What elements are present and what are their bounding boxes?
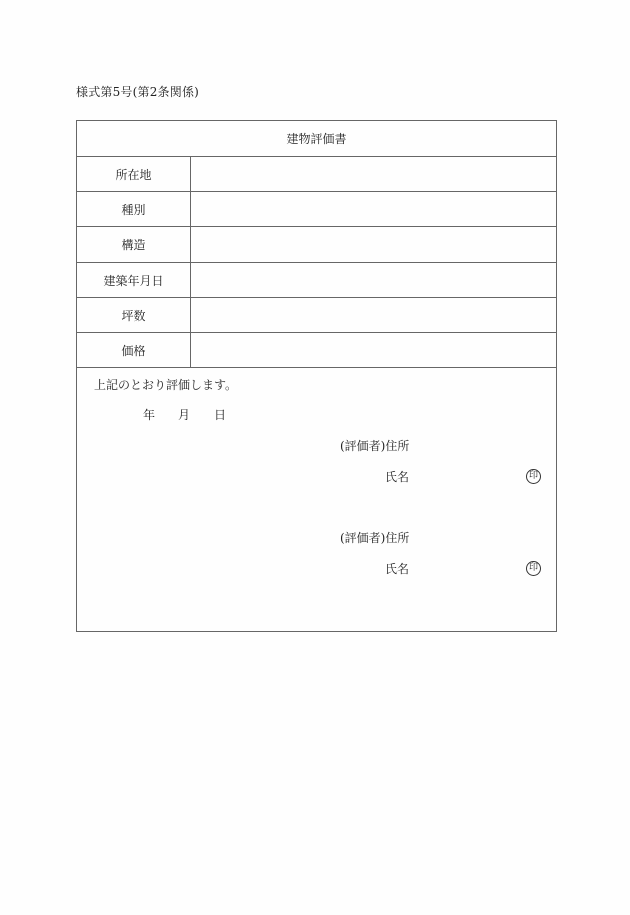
evaluator-1-address-label: (評価者)住所	[340, 439, 410, 453]
field-location[interactable]	[191, 157, 556, 191]
date-year-label: 年	[143, 408, 156, 422]
label-structure: 構造	[77, 227, 191, 262]
row-construction-date	[77, 263, 556, 298]
label-location: 所在地	[77, 157, 191, 191]
field-construction-date[interactable]	[191, 263, 556, 297]
field-price[interactable]	[191, 333, 556, 367]
date-day-label: 日	[214, 408, 227, 422]
date-month-label: 月	[178, 408, 191, 422]
evaluator-1-seal-icon: 印	[526, 467, 541, 484]
field-type[interactable]	[191, 192, 556, 226]
form-number: 様式第5号(第2条関係)	[76, 85, 200, 99]
evaluator-1-name-label: 氏名	[385, 470, 410, 484]
row-structure	[77, 227, 556, 263]
row-price	[77, 333, 556, 368]
document-title: 建物評価書	[77, 121, 556, 157]
label-construction-date: 建築年月日	[77, 263, 191, 297]
evaluator-2-name-label: 氏名	[385, 562, 410, 576]
evaluator-2-seal-icon: 印	[526, 559, 541, 576]
building-evaluation-form	[76, 120, 557, 632]
label-price: 価格	[77, 333, 191, 367]
row-type	[77, 192, 556, 227]
field-area-tsubo[interactable]	[191, 298, 556, 332]
field-structure[interactable]	[191, 227, 556, 262]
evaluation-statement: 上記のとおり評価します。	[94, 378, 238, 392]
label-area-tsubo: 坪数	[77, 298, 191, 332]
evaluator-2-address-label: (評価者)住所	[340, 531, 410, 545]
label-type: 種別	[77, 192, 191, 226]
row-area-tsubo	[77, 298, 556, 333]
evaluation-section	[77, 368, 556, 631]
row-location	[77, 157, 556, 192]
